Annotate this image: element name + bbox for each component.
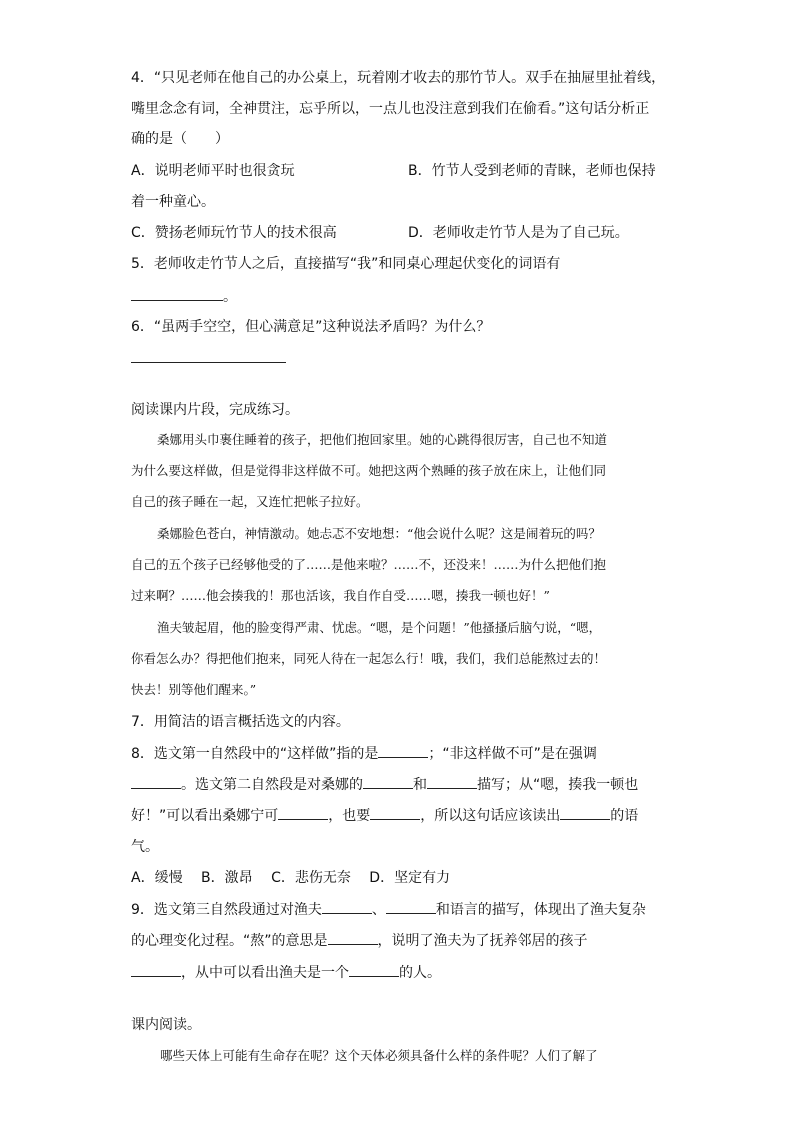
q9-blank-2[interactable] — [386, 899, 436, 914]
q8-blank-4[interactable] — [427, 774, 477, 789]
q8-blank-2[interactable] — [131, 774, 181, 789]
q5-period: 。 — [223, 289, 237, 305]
q8-line1 — [131, 743, 597, 764]
passage1-p2-line3: 过来啊？……他会揍我的！那也活该，我自作自受……嗯，揍我一顿也好！” — [131, 588, 550, 603]
passage1-p3-line1: 渔夫皱起眉，他的脸变得严肃、忧虑。“嗯，是个问题！”他搔搔后脑勺说，“嗯， — [157, 620, 602, 635]
passage1-p3-line3: 快去！别等他们醒来。” — [131, 682, 257, 697]
q9-text-1b: 、 — [371, 902, 386, 918]
q8-text-1b: ；“非这样做不可”是在强调 — [428, 746, 597, 762]
section1-title: 阅读课内片段，完成练习。 — [131, 402, 299, 418]
q8-blank-7[interactable] — [560, 805, 610, 820]
passage2-p1-line1: 哪些天体上可能有生命存在呢？这个天体必须具备什么样的条件呢？人们了解了 — [160, 1048, 598, 1063]
q9-line3 — [131, 962, 441, 983]
q9-text-1c: 和语言的描写，体现出了渔夫复杂 — [435, 902, 646, 918]
q4-option-b[interactable]: B．竹节人受到老师的青睐，老师也保持 — [408, 163, 656, 179]
q8-text-3d: 的语 — [610, 808, 639, 824]
q9-text-2a: 的心理变化过程。“熬”的意思是 — [131, 933, 328, 949]
q8-blank-1[interactable] — [378, 743, 428, 758]
q8-blank-3[interactable] — [363, 774, 413, 789]
q9-blank-5[interactable] — [349, 962, 399, 977]
q9-text-1a: 9．选文第三自然段通过对渔夫 — [131, 902, 322, 918]
q8-text-3a: 好！”可以看出桑娜宁可 — [131, 808, 279, 824]
passage1-p2-line2: 自己的五个孩子已经够他受的了……是他来啦？……不，还没来！……为什么把他们抱 — [131, 557, 607, 572]
q9-text-3b: 的人。 — [399, 965, 441, 981]
q9-text-2b: ，说明了渔夫为了抚养邻居的孩子 — [377, 933, 588, 949]
q8-text-3c: ，所以这句话应该读出 — [420, 808, 561, 824]
q8-line2 — [131, 774, 638, 795]
q4-stem-line1: 4．“只见老师在他自己的办公桌上，玩着刚才收去的那竹节人。双手在抽屉里扯着线， — [131, 70, 666, 86]
q9-blank-3[interactable] — [328, 930, 378, 945]
q9-text-3a: ，从中可以看出渔夫是一个 — [181, 965, 349, 981]
q4-stem-line3: 确的是（ ） — [131, 131, 229, 147]
q4-option-b-cont: 着一种童心。 — [131, 194, 215, 210]
q8-text-3b: ，也要 — [328, 808, 371, 824]
passage1-p2-line1: 桑娜脸色苍白，神情激动。她忐忑不安地想：“他会说什么呢？这是闹着玩的吗？ — [157, 526, 601, 541]
q8-text-1a: 8．选文第一自然段中的“这样做”指的是 — [131, 746, 379, 762]
section2-title: 课内阅读。 — [131, 1017, 201, 1033]
q9-line1 — [131, 899, 646, 920]
passage1-p1-line2: 为什么要这样做，但是觉得非这样做不可。她把这两个熟睡的孩子放在床上，让他们同 — [131, 463, 607, 478]
q8-options[interactable]: A．缓慢 B．激昂 C．悲伤无奈 D．坚定有力 — [131, 870, 451, 886]
q4-option-c[interactable]: C．赞扬老师玩竹节人的技术很高 — [131, 225, 337, 241]
q5-answer-blank[interactable] — [131, 286, 223, 301]
q8-blank-5[interactable] — [278, 805, 328, 820]
q6-answer-blank[interactable] — [131, 348, 286, 363]
passage1-p1-line1: 桑娜用头巾裹住睡着的孩子，把他们抱回家里。她的心跳得很厉害，自己也不知道 — [157, 432, 608, 447]
q6-answer-line — [131, 348, 286, 369]
q5-stem: 5．老师收走竹节人之后，直接描写“我”和同桌心理起伏变化的词语有 — [131, 256, 561, 272]
q5-answer-line — [131, 286, 237, 307]
q9-line2 — [131, 930, 588, 951]
q8-text-2b: 和 — [413, 777, 427, 793]
q8-text-2a: 。选文第二自然段是对桑娜的 — [181, 777, 363, 793]
q8-blank-6[interactable] — [370, 805, 420, 820]
q9-blank-1[interactable] — [322, 899, 372, 914]
passage1-p1-line3: 自己的孩子睡在一起，又连忙把帐子拉好。 — [131, 494, 369, 509]
q4-stem-line2: 嘴里念念有词，全神贯注，忘乎所以，一点儿也没注意到我们在偷看。”这句话分析正 — [131, 101, 650, 117]
q6-stem: 6．“虽两手空空，但心满意足”这种说法矛盾吗？为什么？ — [131, 319, 491, 335]
q8-text-2c: 描写；从“嗯，揍我一顿也 — [477, 777, 639, 793]
q9-blank-4[interactable] — [131, 962, 181, 977]
q8-line4: 气。 — [131, 839, 159, 855]
q8-line3 — [131, 805, 638, 826]
q4-option-d[interactable]: D．老师收走竹节人是为了自己玩。 — [408, 225, 629, 241]
q7-stem: 7．用简洁的语言概括选文的内容。 — [131, 714, 350, 730]
passage1-p3-line2: 你看怎么办？得把他们抱来，同死人待在一起怎么行！哦，我们，我们总能熬过去的！ — [131, 651, 607, 666]
q4-option-a[interactable]: A．说明老师平时也很贪玩 — [131, 163, 295, 179]
